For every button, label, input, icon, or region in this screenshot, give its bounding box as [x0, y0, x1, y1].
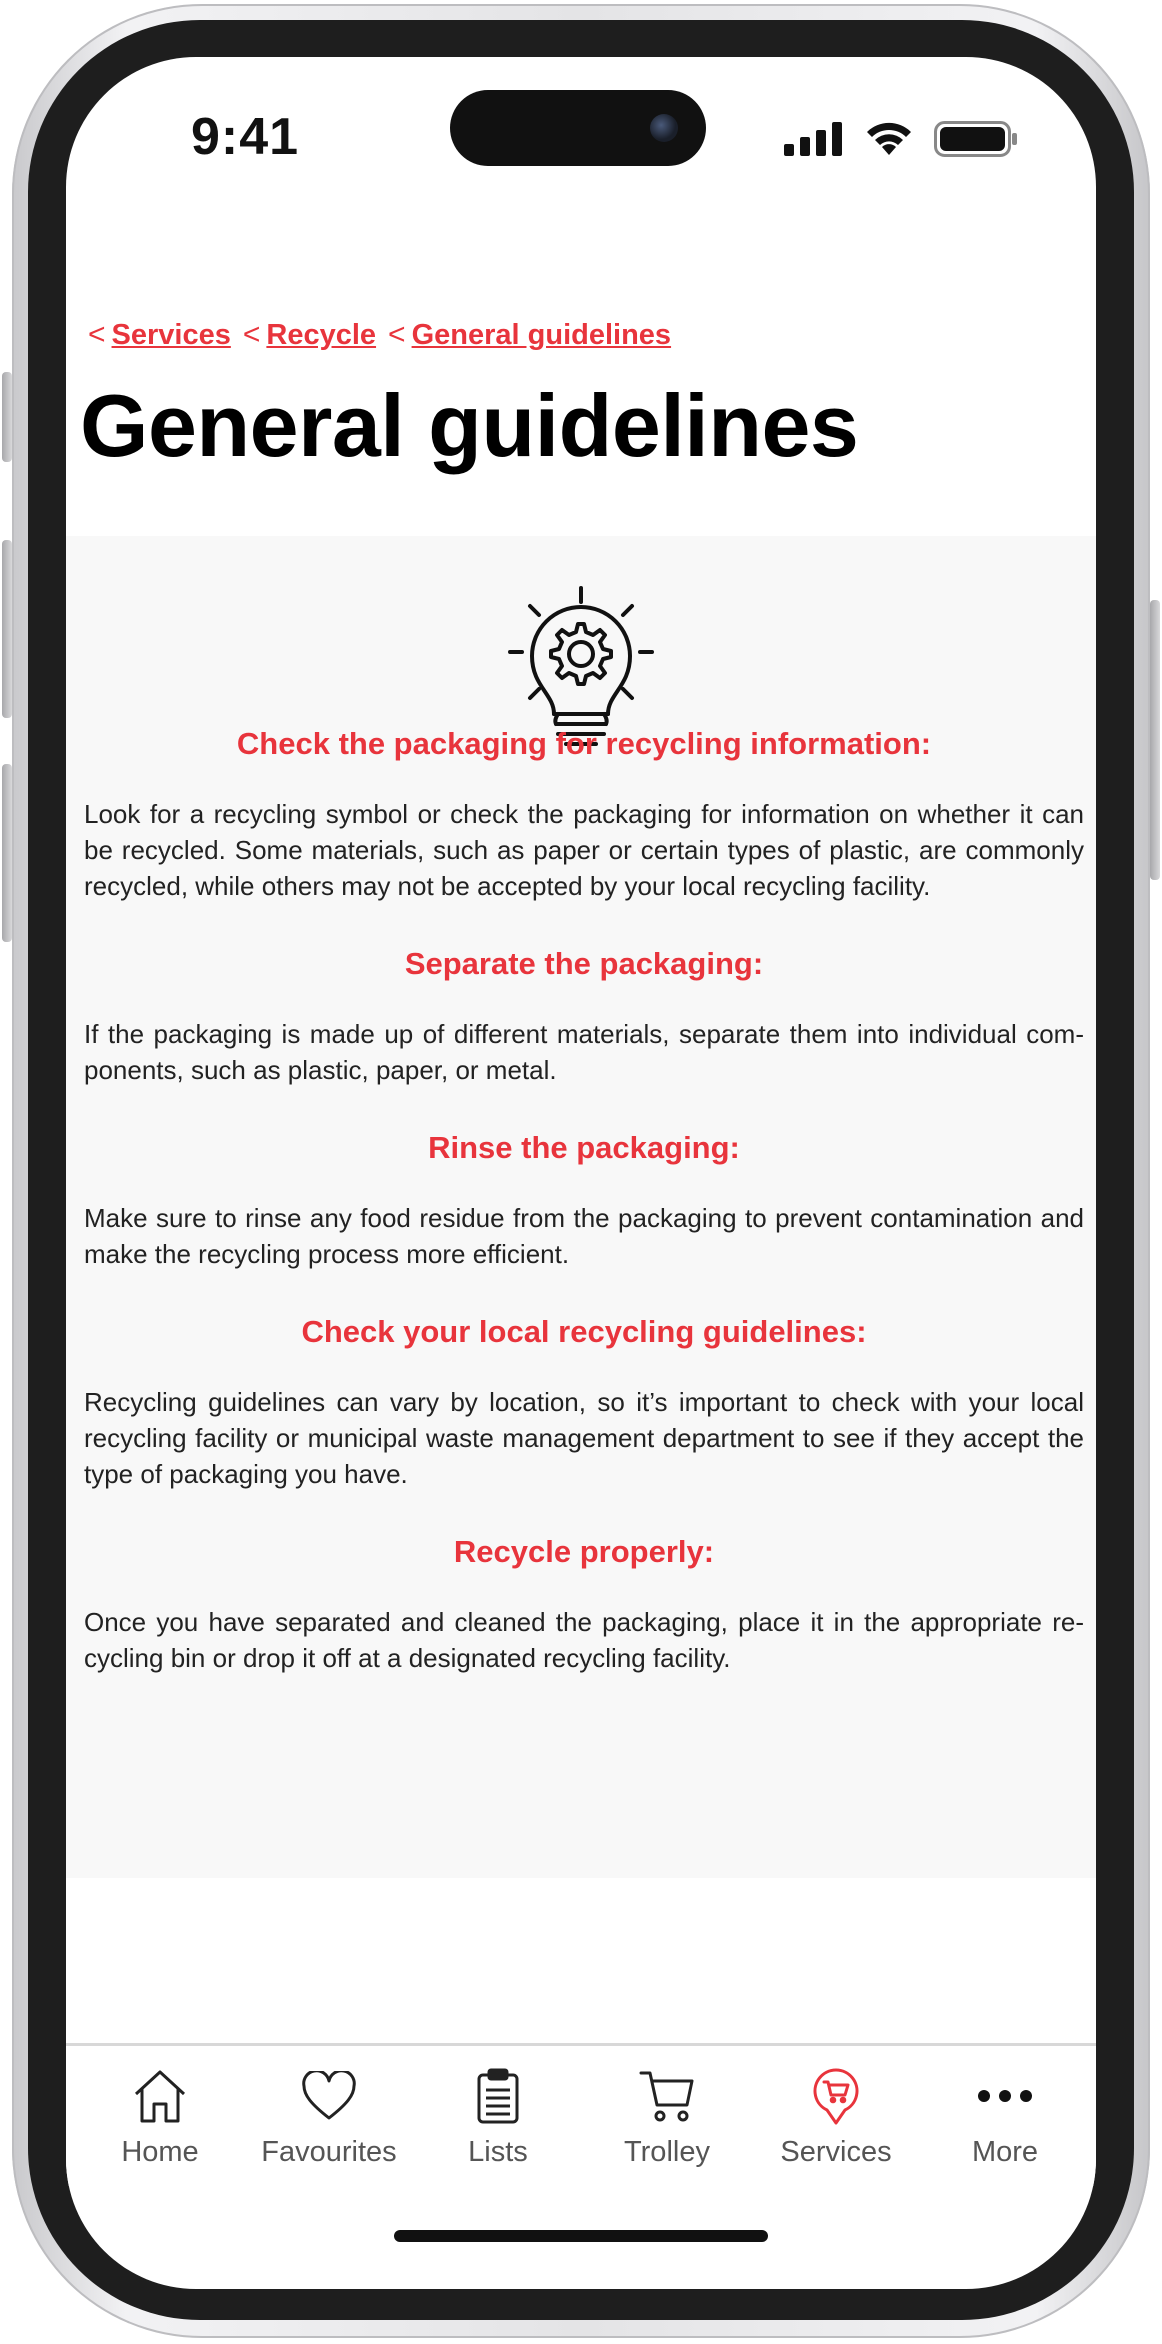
section-body: Make sure to rinse any food residue from the packaging to prevent contamination and make the recycling process more efficient.: [84, 1203, 1084, 1269]
section-separate-packaging: [84, 946, 1084, 1088]
battery-icon: [934, 121, 1018, 157]
breadcrumb-link-services[interactable]: Services: [111, 319, 231, 351]
section-check-packaging: [84, 726, 1084, 904]
tab-services[interactable]: [756, 2066, 916, 2169]
breadcrumb-link-general-guidelines[interactable]: General guidelines: [411, 319, 672, 351]
status-icons: [784, 121, 1018, 157]
home-icon: [133, 2068, 187, 2124]
clipboard-icon: [476, 2068, 520, 2124]
section-heading: Rinse the packaging:: [428, 1130, 740, 1165]
section-rinse-packaging: [84, 1130, 1084, 1272]
screen: [66, 57, 1096, 2289]
breadcrumb: [82, 317, 671, 352]
tab-bar: [66, 2043, 1096, 2186]
tab-label: Services: [780, 2136, 892, 2168]
breadcrumb-separator: <: [388, 318, 406, 351]
tab-trolley[interactable]: [587, 2066, 747, 2169]
tab-label: Favourites: [261, 2136, 397, 2168]
tab-favourites[interactable]: [249, 2066, 409, 2169]
page-title: General guidelines: [80, 376, 859, 475]
tab-label: Lists: [468, 2136, 528, 2168]
cart-icon: [639, 2069, 695, 2123]
section-body: Recycling guidelines can vary by location, so it’s important to check with your local recycling facility or municipal waste management department to see if they accept the type of packaging you have.: [84, 1387, 1084, 1489]
wifi-icon: [864, 121, 914, 157]
home-indicator[interactable]: [394, 2230, 768, 2242]
volume-down-button: [2, 764, 12, 942]
tab-label: More: [971, 2136, 1039, 2168]
status-time: 9:41: [191, 108, 300, 166]
section-body: Once you have separated and cleaned the packaging, place it in the appropriate re-cycling bin or drop it off at a designated recycling facility.: [84, 1607, 1084, 1673]
breadcrumb-separator: <: [242, 318, 261, 351]
tab-lists[interactable]: [418, 2066, 578, 2169]
camera-icon: [650, 114, 678, 142]
section-heading: Separate the packaging:: [404, 946, 764, 981]
services-pin-icon: [812, 2066, 860, 2126]
tab-home[interactable]: [80, 2066, 240, 2169]
power-button: [1150, 600, 1160, 880]
volume-up-button: [2, 540, 12, 718]
section-local-guidelines: [84, 1314, 1084, 1492]
tab-label: Trolley: [624, 2136, 710, 2168]
section-body: If the packaging is made up of different materials, separate them into individual com-ponents, such as plastic, paper, or metal.: [84, 1019, 1084, 1085]
section-heading: Recycle properly:: [453, 1534, 715, 1569]
more-icon: [977, 2089, 1033, 2103]
section-recycle-properly: [84, 1534, 1084, 1676]
breadcrumb-link-recycle[interactable]: Recycle: [266, 319, 377, 351]
tab-label: Home: [121, 2136, 199, 2168]
section-heading: Check the packaging for recycling information:: [236, 726, 932, 761]
dynamic-island: [450, 90, 706, 166]
breadcrumb-separator: <: [88, 318, 106, 351]
heart-icon: [301, 2071, 357, 2121]
guidelines-panel: [66, 536, 1096, 1878]
section-body: Look for a recycling symbol or check the packaging for information on whether it can be recycled. Some materials, such as paper or certain types of plastic, are commonly recycled, while others may not be accepted by your local recycling facility.: [84, 799, 1084, 901]
signal-icon: [784, 122, 844, 156]
action-button: [2, 372, 12, 462]
tab-more[interactable]: [925, 2066, 1085, 2169]
section-heading: Check your local recycling guidelines:: [301, 1314, 867, 1349]
